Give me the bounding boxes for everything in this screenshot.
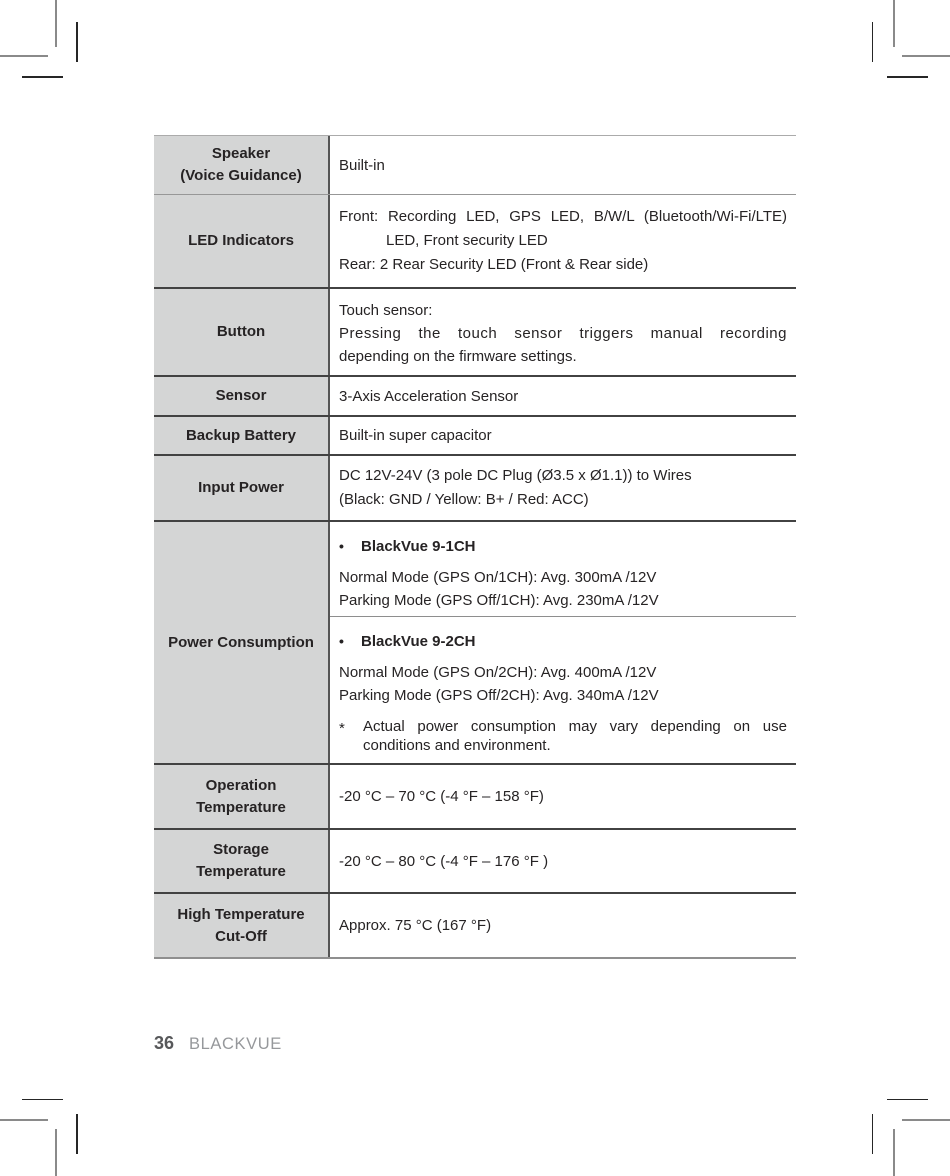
label-line: Storage (213, 841, 269, 858)
row-value-high-temperature-cutoff (330, 894, 796, 957)
brand-name: BLACKVUE (189, 1035, 282, 1053)
spec-table (154, 135, 796, 959)
table-row-backup-battery (154, 417, 796, 456)
table-row-button (154, 289, 796, 377)
crop-mark (887, 76, 928, 78)
label-line: Button (216, 323, 266, 340)
table-row-storage-temperature (154, 830, 796, 894)
crop-mark (22, 1099, 63, 1101)
row-value-operation-temperature (330, 765, 796, 828)
power-section-1ch (330, 522, 796, 616)
label-line: Temperature (196, 863, 286, 880)
row-label-speaker (154, 136, 330, 194)
value-line: Rear: 2 Rear Security LED (Front & Rear side) (339, 256, 649, 273)
table-row-operation-temperature (154, 765, 796, 830)
value-line: Normal Mode (GPS On/2CH): Avg. 400mA /12V (339, 664, 657, 681)
value-line: LED, Front security LED (386, 232, 548, 249)
row-value-input-power (330, 456, 796, 520)
row-label-led-indicators (154, 195, 330, 287)
value-line: DC 12V-24V (3 pole DC Plug (Ø3.5 x Ø1.1)) to Wires (339, 467, 692, 484)
bullet-heading-row (339, 535, 787, 558)
label-line: High Temperature (177, 905, 305, 923)
footnote-text (363, 717, 787, 755)
crop-mark (0, 55, 48, 57)
value-line: Approx. 75 °C (167 °F) (339, 917, 492, 934)
value-line: depending on the firmware settings. (339, 348, 577, 365)
label-line: Temperature (196, 798, 286, 816)
label-line: LED Indicators (188, 232, 294, 249)
crop-mark (872, 1114, 874, 1154)
value-line: Touch sensor: (339, 302, 433, 319)
row-value-sensor (330, 377, 796, 415)
table-row-speaker (154, 136, 796, 195)
crop-mark (893, 0, 895, 47)
crop-mark (902, 55, 950, 57)
page-footer (154, 1033, 282, 1054)
crop-mark (0, 1119, 48, 1121)
row-value-speaker (330, 136, 796, 194)
bullet-icon: • (339, 538, 344, 554)
power-section-2ch (330, 616, 796, 764)
section-heading: BlackVue 9-2CH (361, 633, 476, 650)
crop-mark (55, 1129, 57, 1176)
value-line: Front: Recording LED, GPS LED, B/W/L (Bluetooth/Wi-Fi/LTE) (339, 208, 787, 225)
bullet-icon: • (339, 633, 344, 649)
crop-mark (76, 1114, 78, 1154)
label-line: Speaker (211, 145, 271, 162)
table-row-high-temperature-cutoff (154, 894, 796, 959)
row-value-storage-temperature (330, 830, 796, 892)
label-line: Power Consumption (168, 633, 314, 651)
label-line: Input Power (198, 479, 284, 496)
row-label-button (154, 289, 330, 375)
crop-mark (55, 0, 57, 47)
label-line: (Voice Guidance) (180, 167, 302, 184)
row-label-power-consumption (154, 522, 330, 763)
value-line: Built-in super capacitor (339, 427, 492, 444)
table-row-led-indicators (154, 195, 796, 289)
value-line: Built-in (339, 156, 385, 174)
crop-mark (893, 1129, 895, 1176)
row-label-input-power (154, 456, 330, 520)
value-line: 3-Axis Acceleration Sensor (339, 387, 519, 405)
bullet-heading-row (339, 630, 787, 653)
crop-mark (22, 76, 63, 78)
table-row-sensor (154, 377, 796, 417)
crop-mark (887, 1099, 928, 1101)
label-line: Sensor (215, 387, 267, 404)
value-line: Actual power consumption may vary depending on use (363, 718, 787, 735)
row-label-backup-battery (154, 417, 330, 454)
footnote (339, 717, 787, 755)
value-line: Pressing the touch sensor triggers manual recording (339, 325, 787, 342)
crop-mark (902, 1119, 950, 1121)
row-label-high-temperature-cutoff (154, 894, 330, 957)
value-line: Normal Mode (GPS On/1CH): Avg. 300mA /12V (339, 569, 657, 586)
value-line: Parking Mode (GPS Off/1CH): Avg. 230mA /12V (339, 591, 659, 609)
page-number: 36 (154, 1033, 175, 1053)
row-value-led-indicators (330, 195, 796, 287)
row-value-button (330, 289, 796, 375)
row-value-power-consumption (330, 522, 796, 763)
value-line: (Black: GND / Yellow: B+ / Red: ACC) (339, 491, 589, 508)
row-value-backup-battery (330, 417, 796, 454)
crop-mark (76, 22, 78, 62)
table-row-power-consumption (154, 522, 796, 765)
row-label-sensor (154, 377, 330, 415)
label-line: Cut-Off (215, 927, 267, 945)
table-row-input-power (154, 456, 796, 522)
section-heading: BlackVue 9-1CH (361, 538, 476, 555)
crop-mark (872, 22, 874, 62)
row-label-operation-temperature (154, 765, 330, 828)
value-line: -20 °C – 70 °C (-4 °F – 158 °F) (339, 788, 544, 805)
asterisk-marker: * (339, 720, 345, 737)
label-line: Operation (205, 776, 277, 794)
value-line: -20 °C – 80 °C (-4 °F – 176 °F ) (339, 852, 549, 870)
value-line: Parking Mode (GPS Off/2CH): Avg. 340mA /12V (339, 686, 659, 704)
label-line: Backup Battery (185, 426, 297, 444)
value-line: conditions and environment. (363, 737, 551, 754)
row-label-storage-temperature (154, 830, 330, 892)
